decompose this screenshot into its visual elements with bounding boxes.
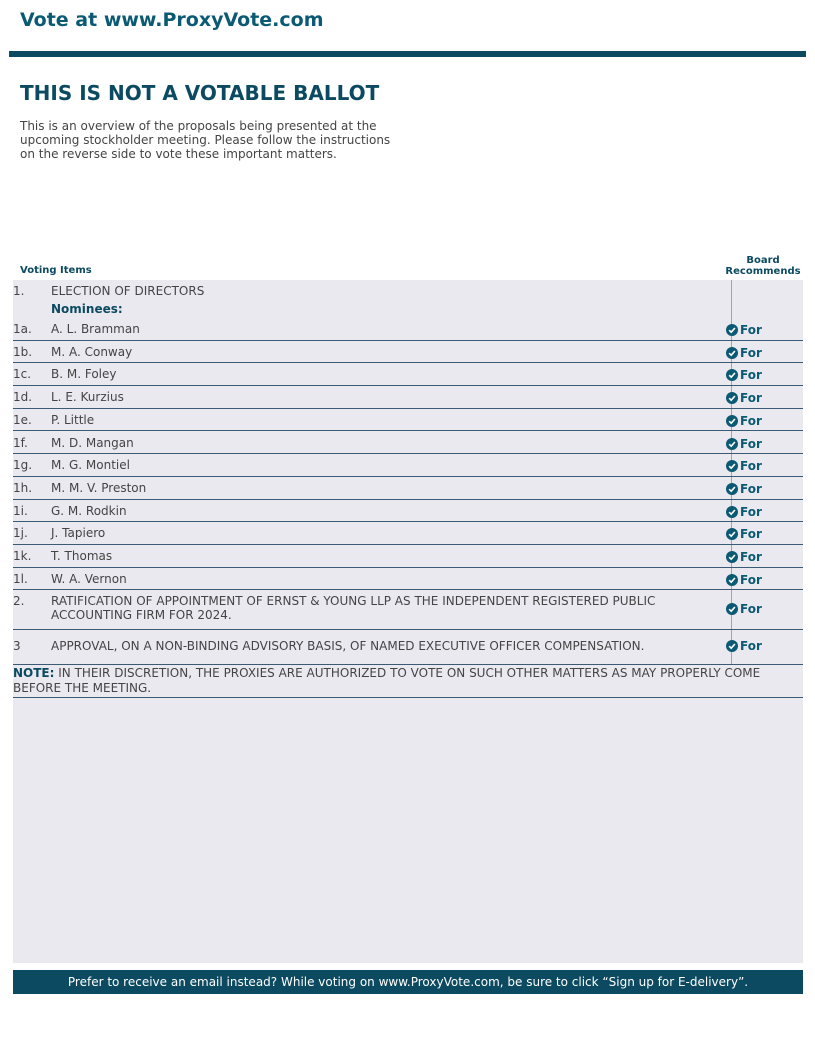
recommendation-label: For [740,527,762,542]
nominee-number: 1h. [13,480,33,495]
nominee-name: T. Thomas [51,549,113,563]
nominee-number: 1j. [13,526,28,541]
nominee-name: L. E. Kurzius [51,390,124,405]
nominee-number: 1k. [13,549,32,563]
board-recommends-header [720,255,806,277]
nominee-row [13,454,803,477]
nominee-name: M. G. Montiel [51,458,130,473]
recommendation-label: For [740,550,762,564]
footer-text: Prefer to receive an email instead? While voting on www.ProxyVote.com, be sure to click “Sign up for E-delivery”. [67,975,749,989]
nominee-number: 1e. [13,412,32,427]
nominee-number: 1b. [13,344,33,359]
proposal-3-row [13,630,803,665]
check-circle-icon [726,574,738,586]
check-circle-icon [726,640,738,652]
check-circle-icon [726,415,738,427]
check-circle-icon [726,460,738,472]
note-label: NOTE: [13,666,55,680]
nominee-number: 1f. [13,435,28,450]
recommendation [726,437,762,451]
nominee-row [13,522,803,545]
nominee-number: 1g. [13,458,33,473]
intro-text: This is an overview of the proposals being presented at the upcoming stockholder meeting. Please follow the instructions on the reverse side to vote these important matters. [20,119,391,161]
recommendation [726,505,762,519]
proposal-2-row [13,590,803,630]
recommendation [726,602,762,616]
nominee-name: P. Little [51,412,95,427]
recommendation [726,639,762,653]
nominee-number: 1i. [13,503,28,518]
nominee-number: 1c. [13,367,32,382]
nominee-name: M. M. V. Preston [51,480,147,495]
recommendation [726,346,762,360]
recommendation-label: For [740,345,762,360]
recommendation-label: For [740,504,762,519]
nominee-row [13,432,803,455]
recommendation-label: For [740,368,762,383]
recommendation [726,527,762,541]
nominee-name: B. M. Foley [51,367,117,382]
note-row [13,664,803,698]
recommendation [726,550,762,564]
nominee-row [13,500,803,523]
nominee-number: 1l. [13,571,28,586]
voting-items-panel [13,280,803,963]
check-circle-icon [726,438,738,450]
nominee-name: M. A. Conway [51,344,133,359]
proposal-number: 3 [13,639,21,653]
nominee-row [13,386,803,409]
note-text: IN THEIR DISCRETION, THE PROXIES ARE AUTHORIZED TO VOTE ON SUCH OTHER MATTERS AS MAY PROPERLY COME BEFORE THE MEETING. [13,666,761,695]
recommendation-label: For [740,481,762,496]
recommendation-label: For [740,602,762,616]
recommendation-label: For [740,459,762,474]
recommendation-label: For [740,413,762,428]
nominee-row [13,318,803,341]
nominee-row [13,409,803,432]
recommendation [726,573,762,587]
nominee-row [13,545,803,568]
proposal-text-line2: ACCOUNTING FIRM FOR 2024. [51,608,232,622]
nominee-number: 1d. [13,390,33,405]
recommendation [726,459,762,473]
board-header-line2: Recommends [725,266,801,277]
nominee-name: J. Tapiero [51,526,106,541]
footer-banner [13,970,803,994]
proposal-text [51,594,655,622]
recommendation-label: For [740,391,762,406]
check-circle-icon [726,551,738,563]
nominees-label: Nominees: [51,302,123,316]
recommendation-label: For [740,323,762,337]
recommendation [726,368,762,382]
check-circle-icon [726,324,738,336]
nominee-row [13,568,803,591]
proposal-number: 2. [13,594,25,608]
check-circle-icon [726,528,738,540]
nominee-name: W. A. Vernon [51,571,127,586]
proposal-text-line1: RATIFICATION OF APPOINTMENT OF ERNST & YOUNG LLP AS THE INDEPENDENT REGISTERED PUBLIC [51,594,656,608]
check-circle-icon [726,392,738,404]
recommendation [726,391,762,405]
recommendation-label: For [740,436,762,451]
proposal-1-row [13,280,803,318]
nominee-number: 1a. [13,322,32,336]
nominee-name: A. L. Bramman [51,322,140,336]
header-title: Vote at www.ProxyVote.com [20,9,324,31]
nominee-row [13,363,803,386]
board-header-line1: Board [746,255,780,266]
voting-items-header: Voting Items [20,265,92,276]
check-circle-icon [726,347,738,359]
check-circle-icon [726,369,738,381]
check-circle-icon [726,506,738,518]
nominee-row [13,341,803,364]
check-circle-icon [726,603,738,615]
ballot-title: THIS IS NOT A VOTABLE BALLOT [20,81,380,105]
recommendation-label: For [740,639,762,653]
recommendation [726,482,762,496]
nominee-row [13,477,803,500]
recommendation [726,323,762,337]
nominee-name: M. D. Mangan [51,435,134,450]
header-divider [9,51,806,57]
check-circle-icon [726,483,738,495]
recommendation [726,414,762,428]
nominee-name: G. M. Rodkin [51,503,127,518]
recommendation-label: For [740,572,762,587]
proposal-title: ELECTION OF DIRECTORS [51,284,205,298]
proposal-text: APPROVAL, ON A NON-BINDING ADVISORY BASIS, OF NAMED EXECUTIVE OFFICER COMPENSATION. [51,639,645,653]
proposal-number: 1. [13,284,25,298]
